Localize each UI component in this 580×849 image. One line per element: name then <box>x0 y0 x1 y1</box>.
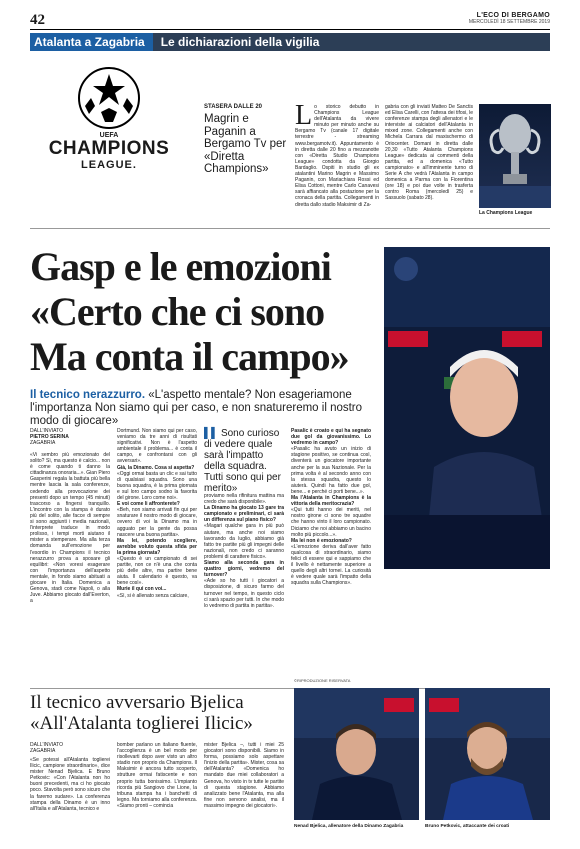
question: Murie il qui con voi... <box>117 586 167 593</box>
pull-quote <box>204 428 284 494</box>
pull-quote-text: Sono curioso di vedere quale sarà l'impatto della squadra. Tutti sono qui per merito» <box>204 428 281 494</box>
answer: «Beh, non siamo arrivati fin qui per snaturare il nostro modo di giocare, ovvero di voi la Dinamo ma in agguato per la gente da possa nascere una buona partita». <box>117 507 197 538</box>
byline-place: ZAGABRIA <box>30 440 56 446</box>
newspaper-name: L'ECO DI BERGAMO <box>476 12 550 19</box>
side-story-title: Magrin e Paganin a Bergamo Tv per «Diretta Champions» <box>204 113 287 175</box>
answer: «Sì, si è allenato senza calciare, <box>117 592 189 599</box>
question: Ma lei non è emozionato? <box>291 537 352 544</box>
bottom-column-3: mister Bjelica –, tutti i miei 25 giocatori sono disponibili. Siamo in forma, possiamo solo aspettare l'inizio della partita». Mister, cosa sa dell'Atalanta? «Domenica ho mandato due miei collaboratori a Genova, ho visto in tv tutte le partite di questa stagione. Abbiamo analizzato bene l'Atalanta, ma alla fine non servono analisi, ma il massimo impegno dei giocatori». <box>204 742 284 809</box>
masthead <box>469 12 550 25</box>
player-photo <box>425 688 550 820</box>
section-kicker <box>30 33 550 51</box>
question: Siamo alla seconda gara in quattro giorni, vedremo del turnover? <box>204 560 284 579</box>
answer: «Ade so ho tutti i giocatori a disposizione, di sicuro farmo del turnover nel tempo, in questo ciclo ci sarà spazio per tutti. In che modo lo vedremo di partita in partita». <box>204 578 284 609</box>
petkovic-caption: Bruno Petkovic, attaccante dei croati <box>425 824 510 829</box>
question: Ma l'Atalanta in Champions è la vittoria della meritocrazia? <box>291 495 371 508</box>
headline-line-2: «Certo che ci sono <box>30 289 325 334</box>
headline-line-3: Ma conta il campo» <box>30 334 349 379</box>
answer: «Questo è un campionato di sei partite, non ce n'è una che conta più delle altre, ma partire bene aiuta. Il calendario è questo, va bene così». <box>117 555 197 587</box>
bjelica-photo <box>294 688 419 820</box>
question: Pasalic è croato e qui ha segnato due gol da giovanissimo. Lo vedremo in campo? <box>291 428 371 447</box>
main-headline <box>30 244 380 379</box>
page-number: 42 <box>30 12 45 28</box>
photo-credit: ©RIPRODUZIONE RISERVATA <box>294 678 351 683</box>
quote-bars-icon: ▌▌ <box>204 428 219 439</box>
question: La Dinamo ha giocato 13 gare tra campionato e preliminari, ci sarà un differenza sul piano fisico? <box>204 505 284 524</box>
bottom-headline <box>30 692 285 734</box>
bottom-headline-line-1: Il tecnico avversario Bjelica <box>30 692 244 713</box>
headline-line-1: Gasp e le emozioni <box>30 244 331 289</box>
question: Già, la Dinamo. Cosa si aspetta? <box>117 464 195 471</box>
deck-text: «L'aspetto mentale? Non esageriamone l'importanza Non siamo qui per caso, e non snatureremo il nostro modo di giocare» <box>30 389 363 427</box>
coach-photo <box>294 688 419 820</box>
byline-from: DALL'INVIATO <box>30 428 64 434</box>
header-rule <box>30 29 550 30</box>
answer: «Qui tutti hanno dei meriti, nel nostro girone ci sono tre squadre che hanno vinto il loro campionato. Diciamo che noi abbiamo un bacino molto più piccolo...». <box>291 507 371 538</box>
answer: «L'emozione deriva dall'aver fatto qualcosa di straordinario, siamo felici di essere qui e sappiamo che il livello è nettamente superiore a quello degli altri tornei. La curiosità è vedere quale sarà l'impatto della squadra sulla Champions». <box>291 543 371 587</box>
main-deck <box>30 389 380 428</box>
main-column-4 <box>291 428 371 668</box>
press-conference-photo <box>384 247 550 569</box>
bottom-headline-line-2: «All'Atalanta toglierei Ilicic» <box>30 713 253 734</box>
main-column-1: «Vi sembro più emozionato del solito? Sì, ma questo è calcio... non è come quando ti danno la cittadinanza onoraria...». Gian Piero Gasperini regala la battuta più bella mentre lascia la sala conferenze, cedendo alla provocazione dei presenti dopo un tempo (45 minuti) trascorso a fingersi tranquillo. L'incontro con la stampa è durato più del solito, alle facce di sempre si sono aggiunti i media nazionali, l'interprete traduce in modo prolisso, i tempi morti aiutano il mister a stemperare. Ma alla terza domanda sull'emozione per l'esordio in Champions il tecnico nerazzurro prova a sposare gli equilibri: «Non voresi esagerare con l'importanza dell'aspetto mentale, in fondo siamo abituati a giocare in Italia. Domenica a Genova, stadi come Napoli, o alla Juve. Abbiamo giocato dall'Everton, a <box>30 452 110 605</box>
topic-label: Le dichiarazioni della vigilia <box>153 33 550 51</box>
bottom-column-1: «Se potessi all'Atalanta toglierei Ilicic, campione straordinario», dice mister Nenad Bjelica. E Bruno Petkovic: «Con l'Atalanta non ho buoni precedenti, ma ci ho giocato poco. Stavolta però sono sicuro che la faremo sudare». La conferenza stampa della Dinamo è un inno all'Italia e all'Atalanta, tecnico e <box>30 757 110 812</box>
question: E voi come li affronterete? <box>117 501 180 508</box>
side-story-kicker: STASERA DALLE 20 <box>204 104 263 110</box>
main-column-3 <box>204 493 284 668</box>
champions-text: CHAMPIONS <box>48 138 170 159</box>
question: Ma lei, potendo scegliere, avrebbe voluto questa sfida per la prima giornata? <box>117 537 197 556</box>
section-label: Atalanta a Zagabria <box>30 33 153 51</box>
paragraph: proviamo nella rifinitura mattina ma credo che sarà disponibile». <box>204 493 284 506</box>
deck-lead: Il tecnico nerazzurro. <box>30 389 146 401</box>
league-text: LEAGUE. <box>81 159 137 171</box>
byline-author: PIETRO SERINA <box>30 434 69 440</box>
byline-place: ZAGABRIA <box>30 748 56 754</box>
bjelica-caption: Nenad Bjelica, allenatore della Dinamo Zagabria <box>294 824 404 829</box>
starball-icon <box>77 66 141 130</box>
side-story-column-2: gabria con gli inviati Matteo De Sanctis ed Elisa Carelli, con l'attesa dei tifosi, le conferenze stampa degli allenatori e le interviste ai calciatori dell'Atalanta in mixed zone. Collegamenti anche con Michela Carrara dal maxischermo di Oriocenter. Domani in diretta dalle 20,30 «Tutto Atalanta Champions League» dedicata ai commenti della partita, ed a domenica «Tutto campionato» e all'imminente turno di Serie A che vedrà l'Atalanta in campo domenica a Parma con la Fiorentina (ore 18) e poi due volte in trasferta contro Roma (mercoledì 25) e Sassuolo (sabato 28). <box>385 104 473 202</box>
side-story-column-1 <box>295 104 379 218</box>
answer: «Magari qualche gara in più può aiutare, ma anche noi siamo lavorando da luglio, abbiamo già fatto tre partite più gli impegni delle nazionali, non credo ci saranno problemi di carattere fisico». <box>204 523 284 560</box>
drop-cap: L <box>295 104 313 131</box>
trophy-photo <box>479 104 551 208</box>
issue-date: MERCOLEDÌ 18 SETTEMBRE 2019 <box>468 19 550 25</box>
side-story-text-1: o storico debutto in Champions League dell'Atalanta da vivere minuto per minuto anche su Bergamo Tv (canale 17 digitale terrestre - streaming www.bergamotv.it). Appuntamento è in diretta dalle 20 fino a mezzanotte con «Diretta Studio Champions League» condotta da Giorgio Bardaglio. Ospiti in studio gli ex atalantini Marino Magrin e Massimo Paganin, con Mariachiara Rossi ed Elisa Cottoni, mentre Carlo Canavesi sarà affiancato alla postazione per la cronaca della partita. Collegamenti in diretta dallo stadio Maksimir di Za- <box>295 104 379 208</box>
section-rule <box>30 228 550 229</box>
trophy-icon <box>479 104 551 208</box>
trophy-caption: La Champions League <box>479 210 533 216</box>
gasperini-photo <box>384 247 550 569</box>
answer: «Pasalic ha avuto un inizio di stagione positivo, se continua così, diventerà un giocatore importante anche per la sua Nazionale. Per la prima volta è al secondo anno con la stessa squadra, questo lo aiuterà. Quindi ha fatto due gol, bene... e perché ci porti bene...». <box>291 446 371 495</box>
paragraph: Dortmund. Non siamo qui per caso, veniamo da tre anni di risultati significativi. Non è l'aspetto ambientale il problema... è conta il campo, e confrontarsi con gli avversari». <box>117 428 197 465</box>
bottom-column-2: bomber parlano un italiano fluente, l'accoglienza è un bel modo per risollevarti dopo aver visto un altro stadio non proprio da Champions. Il Maksimir è ancora tutto scoperto, strutture ormai fatiscente e non proprio tutta bonissimo. L'impianto ricorda più Sangiovo che Lione, la tribuna stampa ha i banchetti di legno. Ma torniamo alla conferenza. «Siamo pronti – comincia <box>117 742 197 809</box>
byline-from: DALL'INVIATO <box>30 742 64 748</box>
champions-league-logo <box>30 58 188 216</box>
uefa-text: UEFA <box>99 132 119 139</box>
answer: «Oggi ormai basta un clic e sai tutto di qualsiasi squadra. Sono una buona squadra, è la prima giornata e sul loro campo sodno la favorita del girone. Loro come noi». <box>117 470 197 502</box>
main-byline <box>30 428 69 446</box>
main-column-2 <box>117 428 197 668</box>
bottom-byline <box>30 742 63 754</box>
petkovic-photo <box>425 688 550 820</box>
